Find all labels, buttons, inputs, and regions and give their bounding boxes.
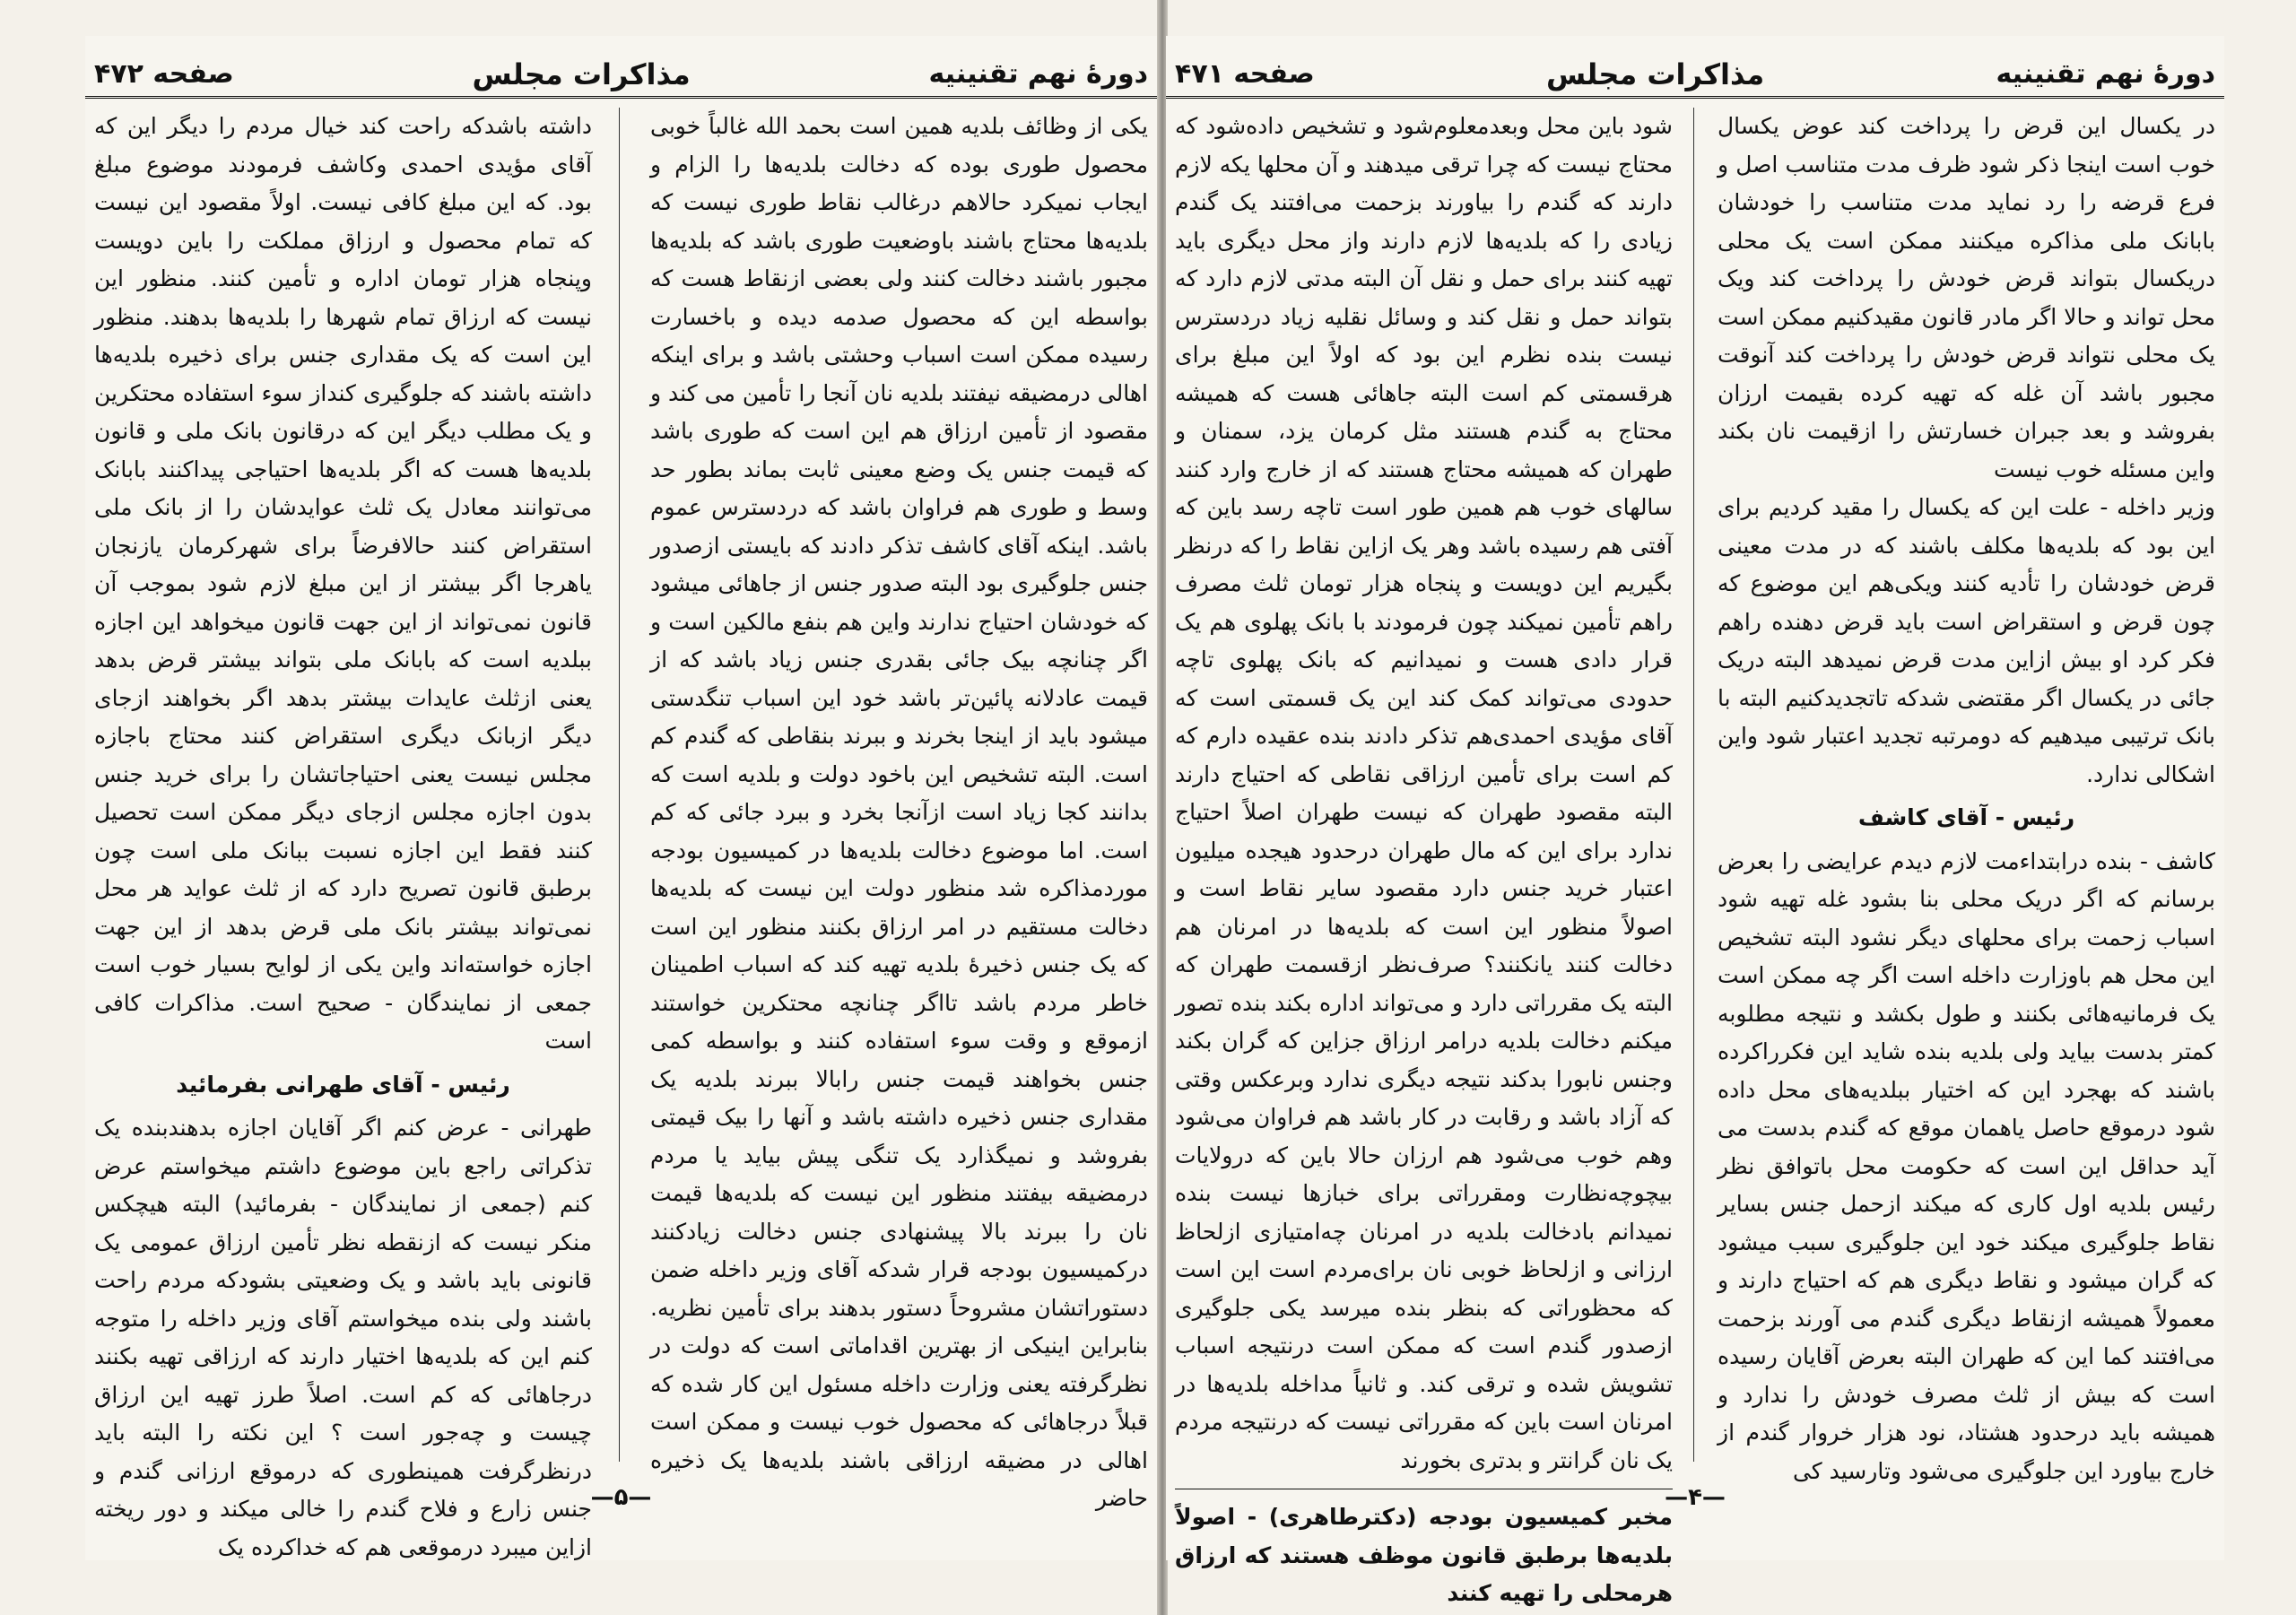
speaker-heading: رئیس - آقای کاشف — [1857, 804, 2075, 830]
right-page — [1166, 36, 2224, 1606]
header-title: مذاکرات مجلس — [472, 56, 691, 91]
paragraph: طهرانی - عرض کنم اگر آقایان اجازه بدهندبنده یک تذکراتی راجع باین موضوع داشتم میخواستم عرض کنم (جمعی از نمایندگان - بفرمائید) البته هیچکس منکر نیست که ازنقطه نظر تأمین ارزاق عمومی یک قانونی باید باشد و یک وضعیتی بشودکه مردم راحت باشند ولی بنده میخواستم آقای وزیر داخله را متوجه کنم این که بلدیه‌ها اختیار دارند که ارزاقی تهیه بکنند درجاهائی که کم است. اصلاً طرز تهیه این ارزاق چیست و چه‌جور است ؟ این نکته را البته باید درنظرگرفت همینطوری که درموقع ارزانی گندم و جنس زارع و فلاح گندم را خالی میکند و دور ریخته ازاین میبرد درموقعی هم که خداکرده یک — [94, 1115, 592, 1560]
header-page-number: صفحه ۴۷۲ — [94, 58, 234, 90]
right-page-column-left — [1175, 108, 1673, 1606]
page-footer-number: —۵— — [590, 1484, 652, 1511]
left-page-header — [85, 52, 1157, 99]
right-page-column-right — [1718, 108, 2215, 1484]
paragraph: وزیر داخله - علت این که یکسال را مقید کردیم برای این بود که بلدیه‌ها مکلف باشند که در مدت معینی قرض خودشان را تأدیه کنند ویکی‌هم این موضوع که چون قرض و استقراض است باید قرض دهنده راهم فکر کرد او بیش ازاین مدت قرض نمیدهد البته دریک جائی در یکسال اگر مقتضی شدکه تاتجدیدکنیم البته با بانک ترتیبی میدهیم که دومرتبه تجدید اعتبار شود واین اشکالی ندارد. — [1718, 494, 2215, 787]
header-page-number: صفحه ۴۷۱ — [1175, 58, 1315, 90]
speaker-heading: رئیس - آقای طهرانی بفرمائید — [176, 1071, 510, 1098]
header-session: دورهٔ نهم تقنینیه — [1996, 58, 2215, 90]
left-page-column-left — [94, 108, 592, 1560]
header-title: مذاکرات مجلس — [1546, 56, 1765, 91]
paragraph: در یکسال این قرض را پرداخت کند عوض یکسال خوب است اینجا ذکر شود ظرف مدت متناسب اصل و فرع قرضه را رد نماید مدت متناسب را خودشان بابانک ملی مذاکره میکنند ممکن است یک محلی دریکسال بتواند قرض خودش را پرداخت کند ویک محل تواند و حالا اگر مادر قانون مقیدکنیم ممکن است یک محلی نتواند قرض خودش را پرداخت کند آنوقت مجبور باشد آن غله که تهیه کرده بقیمت ارزان بفروشد و بعد جبران خسارتش را ازقیمت نان بکند واین مسئله خوب نیست — [1718, 113, 2215, 482]
paragraph: کاشف - بنده درابتداءمت لازم دیدم عرایضی را بعرض برسانم که اگر دریک محلی بنا بشود غله تهیه شود اسباب زحمت برای محلهای دیگر نشود البته تشخیص این محل هم باوزارت داخله است اگر چه ممکن است یک فرمانیه‌هائی بکنند و طول بکشد و نتیجه مطلوبه کمتر بدست بیاید ولی بلدیه بنده شاید این فکرراکرده باشند که بهجرد این که اختیار ببلدیه‌های محل داده شود درموقع حاصل یاهمان موقع که گندم بدست می آید حداقل این است که حکومت محل باتوافق نظر رئیس بلدیه اول کاری که میکند ازحمل جنس بسایر نقاط جلوگیری میکند خود این جلوگیری سبب میشود که گران میشود و نقاط دیگری هم که احتیاج دارند و معمولاً همیشه ازنقاط دیگری گندم می آورند بزحمت می‌افتند کما این که طهران البته بعرض آقایان رسیده است که بیش از ثلث مصرف خودش را ندارد و همیشه باید درحدود هشتاد، نود هزار خروار گندم از خارج بیاورد این جلوگیری می‌شود وتارسید کی — [1718, 847, 2215, 1484]
paragraph: یکی از وظائف بلدیه همین است بحمد الله غالباً خوبی محصول طوری بوده که دخالت بلدیه‌ها را الزام و ایجاب نمیکرد حالاهم درغالب نقاط طوری نیست که بلدیه‌ها محتاج باشند باوضعیت طوری باشد که بلدیه‌ها مجبور باشند دخالت کنند ولی بعضی ازنقاط هست که بواسطه این که محصول صدمه دیده و باخسارت رسیده ممکن است اسباب وحشتی باشد و برای اینکه اهالی درمضیقه نیفتند بلدیه نان آنجا را تأمین می کند و مقصود از تأمین ارزاق هم این است که طوری باشد که قیمت جنس یک وضع معینی ثابت بماند بطور حد وسط و طوری هم فراوان باشد که دردسترس عموم باشد. اینکه آقای کاشف تذکر دادند که بایستی ازصدور جنس جلوگیری بود البته صدور جنس از جاهائی میشود که خودشان احتیاج ندارند واین هم بنفع مالکین است و اگر چنانچه بیک جائی بقدری جنس زیاد باشد که از قیمت عادلانه پائین‌تر باشد خود این اسباب تنگدستی میشود باید از اینجا بخرند و ببرند بنقاطی که گندم کم است. البته تشخیص این باخود دولت و بلدیه است که بدانند کجا زیاد است ازآنجا بخرد و ببرد جائی که کم است. اما موضوع دخالت بلدیه‌ها در کمیسیون بودجه موردمذاکره شد منظور دولت این نیست که بلدیه‌ها دخالت مستقیم در امر ارزاق بکنند منظور این است که یک جنس ذخیرهٔ بلدیه تهیه کند که اسباب اطمینان خاطر مردم باشد تااگر چنانچه محتکرین خواستند ازموقع و وقت سوء استفاده کنند و بواسطه کمی جنس بخواهند قیمت جنس رابالا ببرند بلدیه یک مقداری جنس ذخیره داشته باشد و آنها را بیک قیمتی بفروشد و نمیگذارد یک تنگی پیش بیاید یا مردم درمضیقه بیفتند منظور این نیست که بلدیه‌ها قیمت نان را ببرند بالا پیشنهادی جنس دخالت زیادکنند درکمیسیون بودجه قرار شدکه آقای وزیر داخله ضمن دستوراتشان مشروحاً دستور بدهند برای تأمین نظریه. بنابراین اینیکی از بهترین اقداماتی است که دولت در نظرگرفته یعنی وزارت داخله مسئول این کار شده که قبلاً درجاهائی که محصول خوب نیست و ممکن است اهالی در مضیقه ارزاقی باشند بلدیه‌ها یک ذخیره حاضر — [650, 113, 1148, 1511]
column-divider — [1693, 108, 1694, 1462]
left-page-column-right — [650, 108, 1148, 1511]
header-session: دورهٔ نهم تقنینیه — [928, 58, 1148, 90]
paragraph: شود باین محل وبعدمعلوم‌شود و تشخیص داده‌شود که محتاج نیست که چرا ترقی میدهند و آن محلها یکه لازم دارند که گندم را بیاورند بزحمت می‌افتند یک گندم زیادی را که بلدیه‌ها لازم دارند واز محل دیگری باید تهیه کنند برای حمل و نقل آن البته مدتی لازم دارد که بتواند حمل و نقل کند و وسائل نقلیه زیاد دردسترس نیست بنده نظرم این بود که اولاً این مبلغ برای هرقسمتی کم است البته جاهائی هست که همیشه محتاج به گندم هستند مثل کرمان یزد، سمنان و طهران که همیشه محتاج هستند که از خارج وارد کنند سالهای خوب هم همین طور است تاچه رسد باین که آفتی هم رسیده باشد وهر یک ازاین نقاط را که درنظر بگیریم این دویست و پنجاه هزار تومان ثلث مصرف راهم تأمین نمیکند چون فرمودند با بانک پهلوی هم یک قرار دادی هست و نمیدانیم که بانک پهلوی تاچه حدودی می‌تواند کمک کند این یک قسمتی است که آقای مؤیدی احمدی‌هم تذکر دادند بنده عقیده دارم که کم است برای تأمین ارزاقی نقاطی که احتیاج دارند البته مقصود طهران که نیست طهران اصلاً احتیاج ندارد برای این که مال طهران درحدود هیجده میلیون اعتبار خرید جنس دارد مقصود سایر نقاط است و اصولاً منظور این است که بلدیه‌ها در امرنان هم دخالت کنند یانکنند؟ صرف‌نظر ازقسمت طهران که البته یک مقرراتی دارد و می‌تواند اداره بکند بنده تصور میکنم دخالت بلدیه درامر ارزاق جزاین که گران بکند وجنس نابورا بدکند نتیجه دیگری ندارد وبرعکس وقتی که آزاد باشد و رقابت در کار باشد هم فراوان می‌شود وهم خوب می‌شود هم ارزان حالا باین که درولایات بیچوچه‌نظارت ومقرراتی برای خبازها نیست بنده نمیدانم بادخالت بلدیه در امرنان چه‌امتیازی ازلحاظ ارزانی و ازلحاظ خوبی نان برای‌مردم است این است که محظوراتی که بنظر بنده میرسد یکی جلوگیری ازصدور گندم است که ممکن است درنتیجه اسباب تشویش شده و ترقی کند. و ثانیاً مداخله بلدیه‌ها در امرنان است باین که مقرراتی نیست که درنتیجه مردم یک نان گرانتر و بدتری بخورند — [1175, 113, 1673, 1473]
right-page-header — [1166, 52, 2224, 99]
paragraph: داشته باشدکه راحت کند خیال مردم را دیگر این که آقای مؤیدی احمدی وکاشف فرمودند موضوع مبلغ بود. که این مبلغ کافی نیست. اولاً مقصود این نیست که تمام محصول و ارزاق مملکت را باین دویست وپنجاه هزار تومان اداره و تأمین کنند. منظور این نیست که ارزاق تمام شهرها را بلدیه‌ها بدهند. منظور این است که یک مقداری جنس برای ذخیره بلدیه‌ها داشته باشند که جلوگیری کنداز سوء استفاده محتکرین و یک مطلب دیگر این که درقانون بانک ملی و قانون بلدیه‌ها هست که اگر بلدیه‌ها احتیاجی پیداکنند بابانک می‌توانند معادل یک ثلث عوایدشان را از بانک ملی استقراض کنند حالافرضاً برای شهرکرمان یازنجان یاهرجا اگر بیشتر از این مبلغ لازم شود بموجب آن قانون نمی‌تواند از این جهت قانون میخواهد این اجازه ببلدیه است که بابانک ملی بتواند بیشتر قرض بدهد یعنی ازثلث عایدات بیشتر بدهد اگر بخواهند ازجای دیگر ازبانک دیگری استقراض کنند محتاج باجازه مجلس نیست یعنی احتیاجاتشان را برای خرید جنس بدون اجازه مجلس ازجای دیگر ممکن است تحصیل کنند فقط این اجازه نسبت ببانک ملی است چون برطبق قانون تصریح دارد که از ثلث عواید هر محل نمی‌تواند بیشتر بانک ملی قرض بدهد از این جهت اجازه خواسته‌اند واین یکی از لوایح بسیار خوب است جمعی از نمایندگان - صحیح است. مذاکرات کافی است — [94, 113, 592, 1054]
speaker-paragraph: مخبر کمیسیون بودجه (دکترطاهری) - اصولاً بلدیه‌ها برطبق قانون موظف هستند که ارزاق هرمحلی را تهیه کنند — [1175, 1504, 1673, 1606]
page-footer-number: —۴— — [1665, 1484, 1726, 1511]
column-divider — [619, 108, 620, 1462]
left-page — [85, 36, 1157, 1560]
